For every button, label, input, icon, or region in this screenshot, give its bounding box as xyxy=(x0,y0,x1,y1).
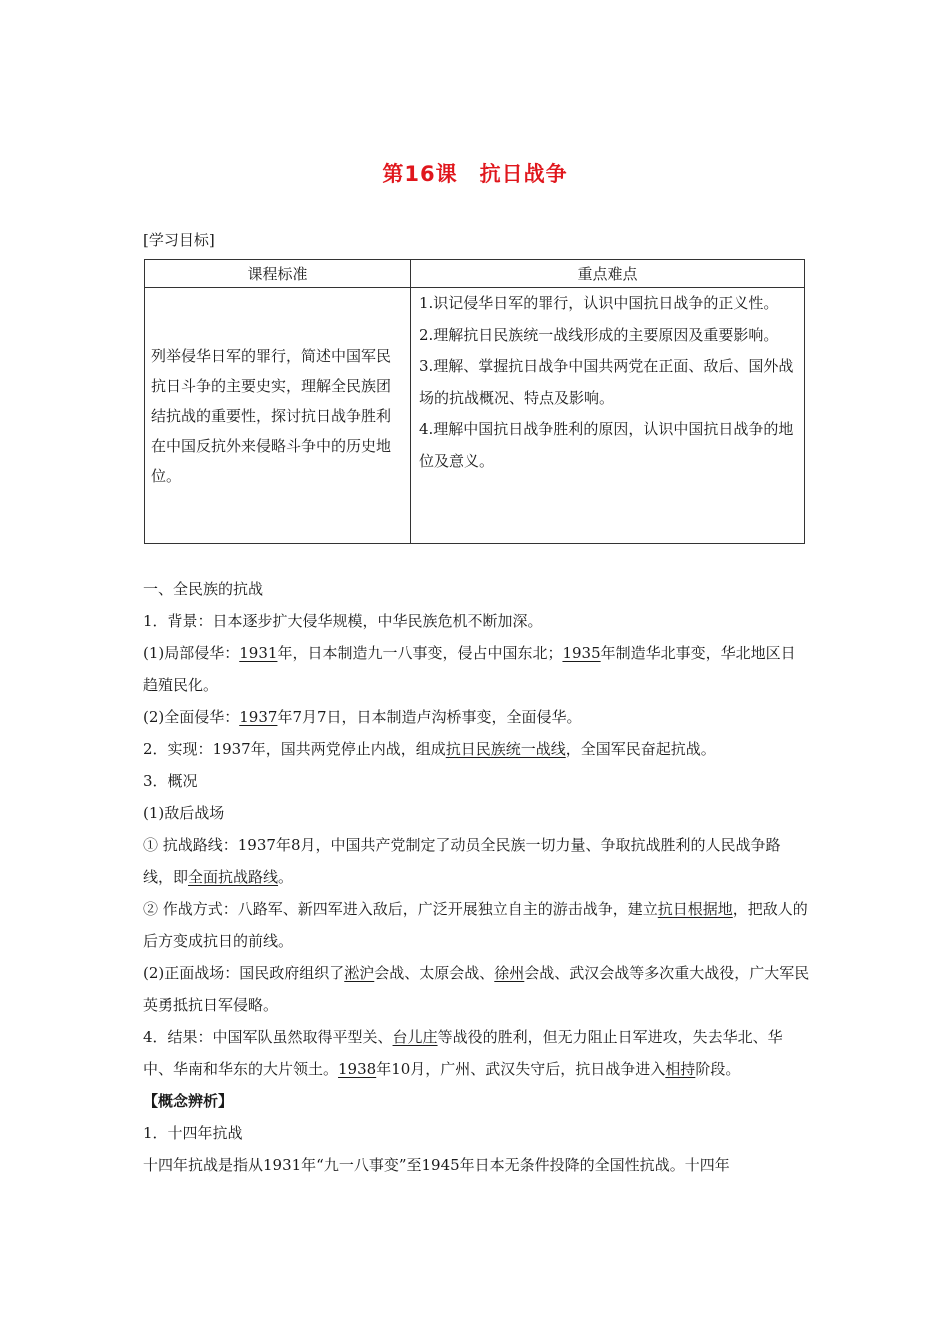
key-point-item: 2.理解抗日民族统一战线形成的主要原因及重要影响。 xyxy=(419,325,779,344)
header-key-points: 重点难点 xyxy=(411,260,805,288)
result-item: 4．结果：中国军队虽然取得平型关、台儿庄等战役的胜利，但无力阻止日军进攻，失去华北、华中、华南和华东的大片领土。1938年10月，广州、武汉失守后，抗日战争进入相持阶段。 xyxy=(143,1028,783,1078)
overview-heading: 3．概况 xyxy=(143,772,198,790)
realization-item: 2．实现：1937年，国共两党停止内战，组成抗日民族统一战线，全国军民奋起抗战。 xyxy=(143,740,716,758)
concept-item-title: 1．十四年抗战 xyxy=(143,1124,243,1142)
learning-goals-table xyxy=(144,259,805,544)
key-points-cell xyxy=(411,288,805,544)
key-point-item: 1.识记侵华日军的罪行，认识中国抗日战争的正义性。 xyxy=(419,294,779,312)
front-battlefield-item: (2)正面战场：国民政府组织了淞沪会战、太原会战、徐州会战、武汉会战等多次重大战役，广大军民英勇抵抗日军侵略。 xyxy=(143,964,810,1014)
blank-answer: 相持 xyxy=(665,1060,696,1078)
lesson-body xyxy=(143,573,810,1181)
blank-answer: 徐州 xyxy=(494,964,525,982)
learning-goals-label: [学习目标] xyxy=(143,231,215,249)
method-item: ② 作战方式：八路军、新四军进入敌后，广泛开展独立自主的游击战争，建立抗日根据地，把敌人的后方变成抗日的前线。 xyxy=(143,900,808,950)
full-invasion-item: (2)全面侵华：1937年7月7日，日本制造卢沟桥事变，全面侵华。 xyxy=(143,708,582,726)
blank-answer: 抗日民族统一战线 xyxy=(445,740,566,758)
blank-answer: 1931 xyxy=(239,644,278,662)
curriculum-standard-text: 列举侵华日军的罪行，简述中国军民抗日斗争的主要史实，理解全民族团结抗战的重要性，探讨抗日战争胜利在中国反抗外来侵略斗争中的历史地位。 xyxy=(145,288,411,544)
header-curriculum-standard: 课程标准 xyxy=(145,260,411,288)
local-invasion-item: (1)局部侵华：1931年，日本制造九一八事变，侵占中国东北；1935年制造华北事变，华北地区日趋殖民化。 xyxy=(143,644,796,694)
blank-answer: 抗日根据地 xyxy=(657,900,733,918)
concept-item-text: 十四年抗战是指从1931年“九一八事变”至1945年日本无条件投降的全国性抗战。十四年 xyxy=(143,1156,730,1174)
blank-answer: 淞沪 xyxy=(344,964,375,982)
key-point-item: 4.理解中国抗日战争胜利的原因，认识中国抗日战争的地位及意义。 xyxy=(419,420,794,470)
background-item: 1．背景：日本逐步扩大侵华规模，中华民族危机不断加深。 xyxy=(143,612,543,630)
concept-heading: 【概念辨析】 xyxy=(143,1092,234,1110)
blank-answer: 台儿庄 xyxy=(392,1028,438,1046)
key-point-item: 3.理解、掌握抗日战争中国共两党在正面、敌后、国外战场的抗战概况、特点及影响。 xyxy=(419,357,794,407)
blank-answer: 1937 xyxy=(239,708,278,726)
blank-answer: 全面抗战路线 xyxy=(188,868,279,886)
blank-answer: 1938 xyxy=(338,1060,377,1078)
route-item: ① 抗战路线：1937年8月，中国共产党制定了动员全民族一切力量、争取抗战胜利的人民战争路线，即全面抗战路线。 xyxy=(143,836,781,886)
lesson-title: 第16课 抗日战争 xyxy=(382,162,568,186)
behind-lines-heading: (1)敌后战场 xyxy=(143,804,225,822)
blank-answer: 1935 xyxy=(562,644,601,662)
section-heading: 一、全民族的抗战 xyxy=(143,580,264,598)
